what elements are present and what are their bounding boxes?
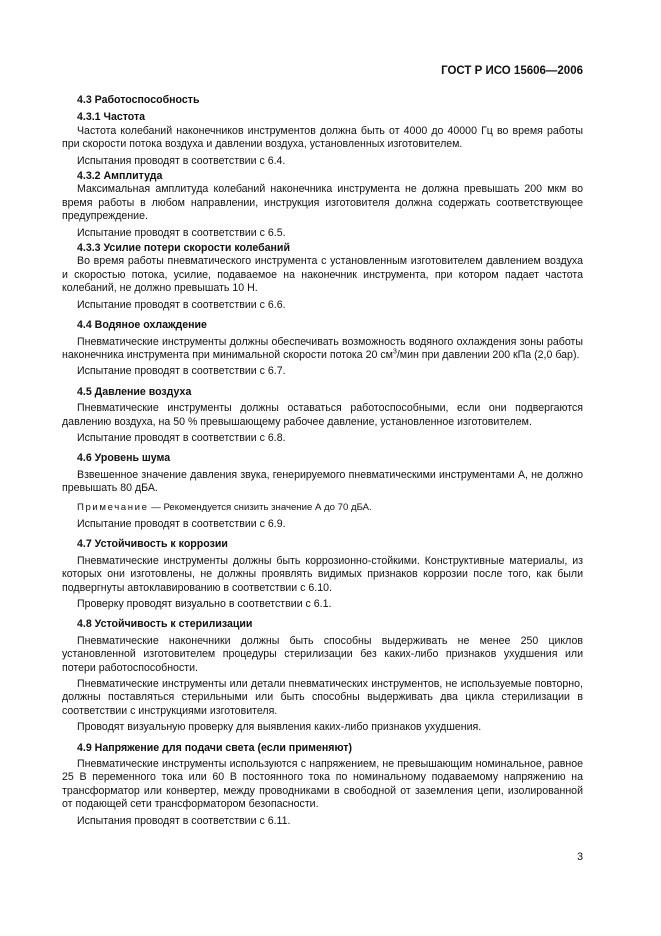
section-4-8-heading: 4.8 Устойчивость к стерилизации bbox=[77, 618, 253, 631]
section-4-5-test: Испытание проводят в соответствии с 6.8. bbox=[77, 431, 286, 444]
section-4-4-text-a: Пневматические инструменты должны обеспечивать возможность водяного охлаждения зоны работы наконечника инструмента при минимальной скорости потока 20 см bbox=[62, 335, 583, 361]
document-body bbox=[62, 94, 583, 828]
section-4-3-1-text: Частота колебаний наконечников инструментов должна быть от 4000 до 40000 Гц во время работы при скорости потока воздуха и давлении воздуха, установленных изготовителем. bbox=[62, 124, 583, 151]
section-4-7-text: Пневматические инструменты должны быть коррозионно-стойкими. Конструктивные материалы, из которых они изготовлены, не должны проявлять видимых признаков коррозии после того, как были подвергнуты автоклавированию в соответствии с 6.10. bbox=[62, 554, 583, 594]
section-4-3-heading: 4.3 Работоспособность bbox=[77, 94, 200, 106]
section-4-9-heading: 4.9 Напряжение для подачи света (если применяют) bbox=[77, 741, 352, 754]
page-number: 3 bbox=[577, 851, 583, 863]
section-4-7-heading: 4.7 Устойчивость к коррозии bbox=[77, 538, 228, 551]
note-text: — Рекомендуется снизить значение А до 70 дБА. bbox=[148, 501, 372, 513]
section-4-5-text: Пневматические инструменты должны оставаться работоспособными, если они подвергаются давлению воздуха, на 50 % превышающему рабочее давление, установленное изготовителем. bbox=[62, 402, 583, 428]
section-4-3-1-test: Испытания проводят в соответствии с 6.4. bbox=[77, 154, 286, 167]
section-4-3-1-heading: 4.3.1 Частота bbox=[77, 111, 146, 124]
section-4-6-note bbox=[62, 501, 583, 514]
section-4-3-2-text: Максимальная амплитуда колебаний наконечника инструмента не должна превышать 200 мкм во время работы в любом направлении, инструкция изготовителя должна содержать соответствующее предупреждение. bbox=[62, 183, 583, 223]
section-4-3-2-heading: 4.3.2 Амплитуда bbox=[77, 170, 163, 183]
section-4-3-3-test: Испытание проводят в соответствии с 6.6. bbox=[77, 298, 286, 311]
section-4-3-3-text: Во время работы пневматического инструмента с установленным изготовителем давлением воздуха и скоростью потока, усилие, подаваемое на наконечник инструмента, при котором падает частота колебаний, не должно превышать 10 Н. bbox=[62, 255, 583, 295]
section-4-6-test: Испытание проводят в соответствии с 6.9. bbox=[77, 517, 286, 530]
document-id-header: ГОСТ Р ИСО 15606—2006 bbox=[441, 65, 583, 77]
section-4-3-2-test: Испытание проводят в соответствии с 6.5. bbox=[77, 226, 286, 239]
section-4-7-test: Проверку проводят визуально в соответствии с 6.1. bbox=[77, 598, 332, 610]
section-4-9-text: Пневматические инструменты используются с напряжением, не превышающим номинальное, равное 25 В переменного тока или 60 В постоянного тока по номинальному подаваемому напряжению на трансформатор или конвертер, между проводниками в свободной от заземления цепи, изолированной от подающей сети трансформатором безопасности. bbox=[62, 758, 583, 811]
superscript-3: 3 bbox=[392, 348, 397, 356]
section-4-8-text-1: Пневматические наконечники должны быть способны выдерживать не менее 250 циклов установленной изготовителем процедуры стерилизации без каких-либо признаков ухудшения или потери работоспособности. bbox=[62, 634, 583, 674]
section-4-4-test: Испытание проводят в соответствии с 6.7. bbox=[77, 365, 286, 378]
section-4-5-heading: 4.5 Давление воздуха bbox=[77, 385, 192, 398]
section-4-4-text bbox=[62, 336, 583, 363]
section-4-4-text-b: /мин при давлении 200 кПа (2,0 бар). bbox=[396, 348, 580, 361]
section-4-4-heading: 4.4 Водяное охлаждение bbox=[77, 319, 207, 332]
note-label: Примечание bbox=[77, 501, 149, 513]
section-4-8-text-3: Проводят визуальную проверку для выявления каких-либо признаков ухудшения. bbox=[77, 721, 482, 734]
section-4-8-text-2: Пневматические инструменты или детали пневматических инструментов, не используемые повторно, должны поставляться стерильными или быть способны выдерживать два цикла стерилизации в соответствии с инструкциями изготовителя. bbox=[62, 678, 583, 717]
section-4-3-3-heading: 4.3.3 Усилие потери скорости колебаний bbox=[77, 242, 290, 255]
section-4-6-text: Взвешенное значение давления звука, генерируемого пневматическими инструментами А, не должно превышать 80 дБА. bbox=[62, 468, 583, 495]
section-4-6-heading: 4.6 Уровень шума bbox=[77, 452, 171, 465]
section-4-9-test: Испытания проводят в соответствии с 6.11. bbox=[77, 814, 291, 827]
